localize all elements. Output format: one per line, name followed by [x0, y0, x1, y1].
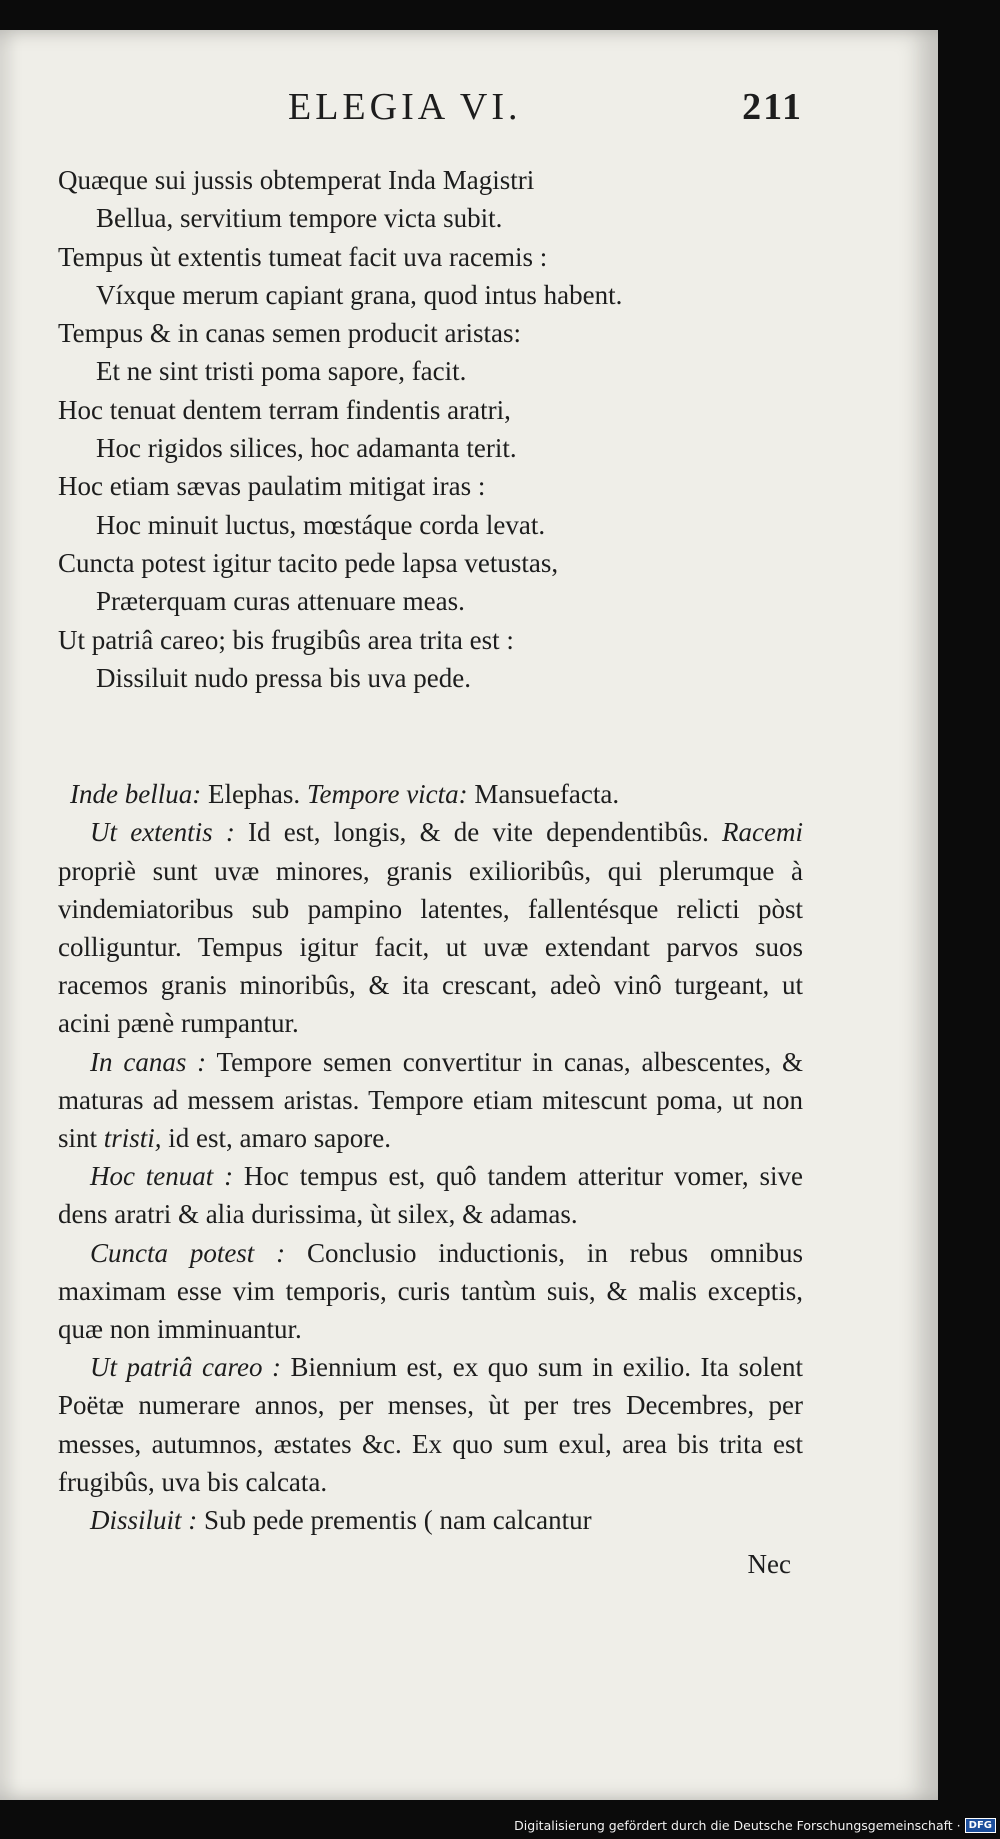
commentary-paragraph — [58, 1157, 803, 1233]
book-page — [0, 30, 938, 1800]
commentary-lemma: tristi, — [97, 1122, 162, 1153]
commentary-text: Sub pede prementis ( nam calcantur — [197, 1505, 592, 1536]
verse-line: Bellua, servitium tempore victa subit. — [96, 203, 503, 234]
commentary-text: Tempore semen convertitur in canas, albescentes, & maturas ad messem aristas. Tempore etiam mitescunt poma, ut non sint — [58, 1046, 803, 1153]
verse-line: Tempus ùt extentis tumeat facit uva racemis : — [58, 241, 548, 272]
commentary-lemma: Ut patriâ careo : — [90, 1352, 281, 1383]
commentary-block — [58, 775, 803, 1539]
commentary-lemma: Inde bellua: — [70, 779, 202, 810]
page-header — [58, 85, 803, 155]
commentary-text: Elephas. — [201, 779, 301, 810]
verse-line: Hoc tenuat dentem terram findentis aratri, — [58, 394, 511, 425]
commentary-text: propriè sunt uvæ minores, granis exilioribûs, qui plerumque à vindemiatoribus sub pampino latentes, fallentésque relicti pòst colliguntur. Tempus igitur facit, ut uvæ extendant parvos suos racemos granis minoribûs, & ita crescant, adeò vinô turgeant, ut acini pænè rumpantur. — [58, 855, 803, 1039]
verse-line: Hoc minuit luctus, mœstáque corda levat. — [96, 509, 546, 540]
commentary-lemma: Hoc tenuat : — [90, 1161, 234, 1192]
commentary-lemma: Ut extentis : — [90, 817, 235, 848]
commentary-lemma: Tempore victa: — [300, 779, 468, 810]
commentary-paragraph — [58, 1043, 803, 1158]
commentary-lemma: In canas : — [90, 1046, 207, 1077]
verse-line: Cuncta potest igitur tacito pede lapsa vetustas, — [58, 547, 559, 578]
verse-line: Hoc etiam sævas paulatim mitigat iras : — [58, 471, 486, 502]
commentary-text: Hoc tempus est, quô tandem atteritur vomer, sive dens aratri & alia durissima, ùt silex, & adamas. — [58, 1161, 803, 1230]
commentary-lemma: Racemi — [708, 817, 803, 848]
verse-line: Tempus & in canas semen producit aristas: — [58, 318, 521, 349]
commentary-text: id est, amaro sapore. — [161, 1122, 391, 1153]
commentary-paragraph — [58, 1348, 803, 1501]
commentary-text: Id est, longis, & de vite dependentibûs. — [234, 817, 709, 848]
page-content — [58, 85, 803, 1583]
verse-line: Et ne sint tristi poma sapore, facit. — [96, 356, 467, 387]
dfg-logo-icon: DFG — [965, 1818, 996, 1833]
running-title: ELEGIA VI. — [288, 86, 522, 128]
verse-block — [58, 161, 803, 697]
credit-text: Digitalisierung gefördert durch die Deutsche Forschungsgemeinschaft · — [514, 1818, 961, 1833]
commentary-text: Mansuefacta. — [467, 779, 620, 810]
commentary-paragraph — [58, 1234, 803, 1349]
commentary-lemma: Dissiluit : — [90, 1505, 198, 1536]
commentary-paragraph — [58, 1501, 803, 1539]
verse-line: Víxque merum capiant grana, quod intus habent. — [96, 279, 623, 310]
commentary-paragraph — [58, 813, 803, 1042]
catchword: Nec — [747, 1549, 791, 1580]
commentary-text: Biennium est, ex quo sum in exilio. Ita solent Poëtæ numerare annos, per menses, ùt per tres Decembres, per messes, autumnos, æstates &c. Ex quo sum exul, area bis trita est frugibûs, uva bis calcata. — [58, 1352, 803, 1497]
commentary-text: Conclusio inductionis, in rebus omnibus maximam esse vim temporis, curis tantùm suis, & malis exceptis, quæ non imminuantur. — [58, 1237, 804, 1344]
verse-line: Præterquam curas attenuare meas. — [96, 586, 465, 617]
digitization-credit — [514, 1818, 996, 1833]
verse-line: Ut patriâ careo; bis frugibûs area trita est : — [58, 624, 514, 655]
verse-line: Dissiluit nudo pressa bis uva pede. — [96, 662, 471, 693]
page-number: 211 — [742, 86, 803, 128]
verse-line: Quæque sui jussis obtemperat Inda Magistri — [58, 165, 535, 195]
commentary-paragraph — [58, 775, 803, 813]
commentary-lemma: Cuncta potest : — [90, 1237, 286, 1268]
verse-line: Hoc rigidos silices, hoc adamanta terit. — [96, 433, 517, 464]
